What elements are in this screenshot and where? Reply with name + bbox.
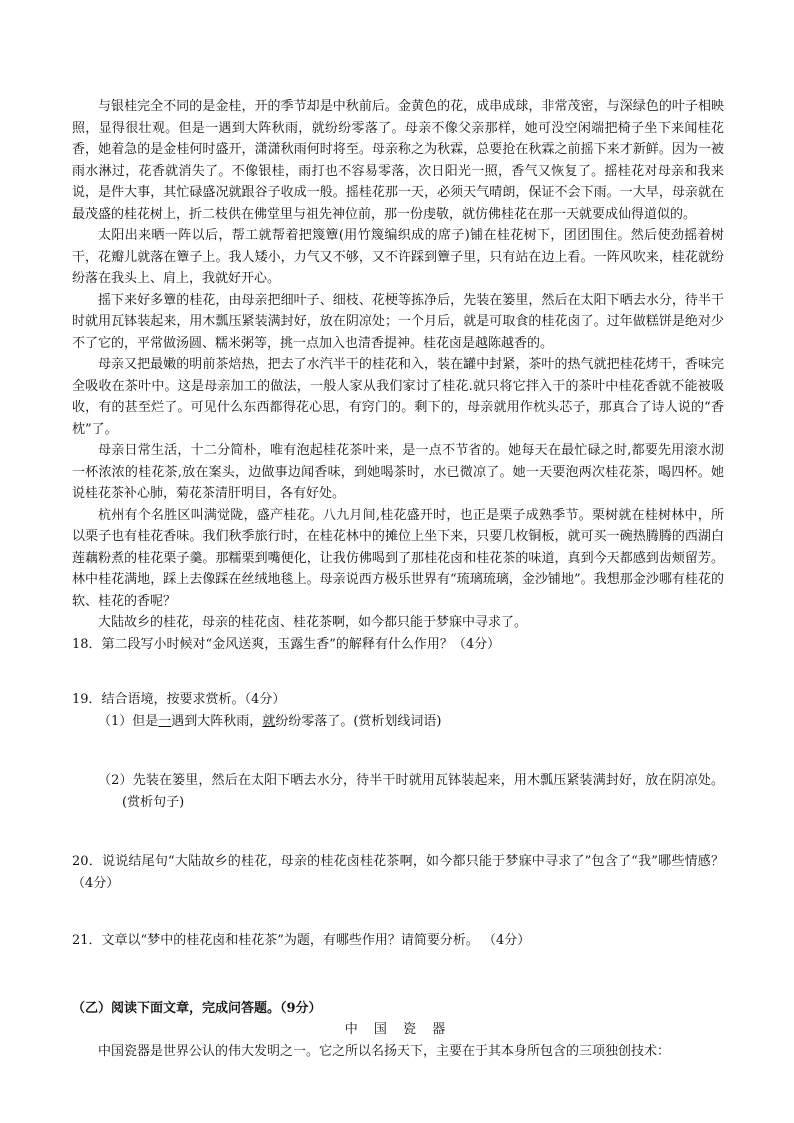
passage-paragraph-2: 太阳出来晒一阵以后，帮工就帮着把篾簟(用竹篾编织成的席子)铺在桂花树下，团团围住。然后使劲摇着树干，花瓣儿就落在簟子上。我人矮小，力气又不够，又不许踩到簟子里，只有站在边上看。一阵风吹来，桂花就纷纷落在我头上、肩上，我就好开心。	[72, 228, 724, 286]
question-19-part-1	[72, 711, 724, 733]
q19-1-prefix: （1）但是	[98, 713, 159, 729]
underlined-word-1: 一	[158, 713, 172, 729]
passage-paragraph-7: 大陆故乡的桂花，母亲的桂花卤、桂花茶啊，如今都只能于梦寐中寻求了。	[98, 615, 528, 630]
question-19: 19．结合语境，按要求赏析。（4分）	[72, 692, 286, 707]
question-18: 18．第二段写小时候对“金风送爽，玉露生香”的解释有什么作用？（4分）	[72, 636, 501, 652]
section-b-heading: （乙）阅读下面文章，完成问答题。（9分）	[72, 1000, 322, 1016]
passage-paragraph-3: 摇下来好多簟的桂花，由母亲把细叶子、细枝、花梗等拣净后，先装在篓里，然后在太阳下晒去水分，待半干时就用瓦钵装起来，用木瓢压紧装满封好，放在阴凉处；一个月后，就是可取食的桂花卤了。过年做糕饼是绝对少不了它的，平常做汤圆、糯米粥等，挑一点加入也清香提神。桂花卤是越陈越香的。	[72, 292, 724, 351]
underlined-word-2: 就	[262, 713, 276, 729]
q19-1-suffix: 纷纷零落了。(赏析划线词语)	[275, 713, 442, 729]
passage-paragraph-4: 母亲又把最嫩的明前茶焙热，把去了水汽半干的桂花和入，装在罐中封紧，茶叶的热气就把桂花烤干，香味完全吸收在茶叶中。这是母亲加工的做法，一般人家从我们家讨了桂花.就只将它拌入干的茶叶中桂花香就不能被吸收，有的甚至烂了。可见什么东西都得花心思，有窍门的。剩下的，母亲就用作枕头芯子，那真合了诗人说的“香枕”了。	[72, 357, 724, 437]
article-title: 中 国 瓷 器	[344, 1022, 452, 1037]
q19-1-mid: 遇到大阵秋雨，	[171, 713, 263, 729]
section-b-first-line: 中国瓷器是世界公认的伟大发明之一。它之所以名扬天下，主要在于其本身所包含的三项独创技术：	[98, 1043, 671, 1059]
question-19-part-2: （2）先装在篓里，然后在太阳下晒去水分，待半干时就用瓦钵装起来，用木瓢压紧装满封好，放在阴凉处。(赏析句子)	[98, 773, 724, 810]
question-20: 20．说说结尾句“大陆故乡的桂花，母亲的桂花卤桂花茶啊，如今都只能于梦寐中寻求了”包含了“我”哪些情感？（4分）	[72, 854, 724, 891]
passage-paragraph-6: 杭州有个名胜区叫满觉陇，盛产桂花。八九月间,桂花盛开时，也正是栗子成熟季节。栗树就在桂树林中，所以栗子也有桂花香味。我们秋季旅行时，在桂花林中的摊位上坐下来，只要几枚铜板，就可买一碗热腾腾的西湖白莲藕粉煮的桂花栗子羹。那糯栗到嘴便化，让我仿佛喝到了那桂花卤和桂花茶的味道，真到今天都感到齿颊留芳。林中桂花满地，踩上去像踩在丝绒地毯上。母亲说西方极乐世界有“琉璃琉璃，金沙铺地”。我想那金沙哪有桂花的软、桂花的香呢？	[72, 507, 724, 609]
passage-paragraph-5: 母亲日常生活，十二分简朴，唯有泡起桂花茶叶来，是一点不节省的。她每天在最忙碌之时,都要先用滚水沏一杯浓浓的桂花茶,放在案头，边做事边闻香味，到她喝茶时，水已微凉了。她一天要泡两次桂花茶，喝四杯。她说桂花茶补心肺，菊花茶清肝明目，各有好处。	[72, 443, 724, 501]
question-21: 21．文章以“梦中的桂花卤和桂花茶”为题，有哪些作用？请简要分析。 （4分）	[72, 933, 531, 948]
passage-paragraph-1: 与银桂完全不同的是金桂，开的季节却是中秋前后。金黄色的花，成串成球，非常茂密，与深绿色的叶子相映照，显得很壮观。但是一遇到大阵秋雨，就纷纷零落了。母亲不像父亲那样，她可没空闲端把椅子坐下来闻桂花香，她着急的是金桂何时盛开，潇潇秋雨何时将至。母亲称之为秋霖，总要抢在秋霖之前摇下来才新鲜。因为一被雨水淋过，花香就消失了。不像银桂，雨打也不容易零落，次日阳光一照，香气又恢复了。摇桂花对母亲和我来说，是件大事，其忙碌盛况就跟谷子收成一般。摇桂花那一天，必须天气晴朗，保证不会下雨。一大早，母亲就在最茂盛的桂花树上，折二枝供在佛堂里与祖先神位前，那一份虔敬，就仿佛桂花在那一天就要成仙得道似的。	[72, 99, 724, 222]
document-page	[72, 96, 724, 1062]
